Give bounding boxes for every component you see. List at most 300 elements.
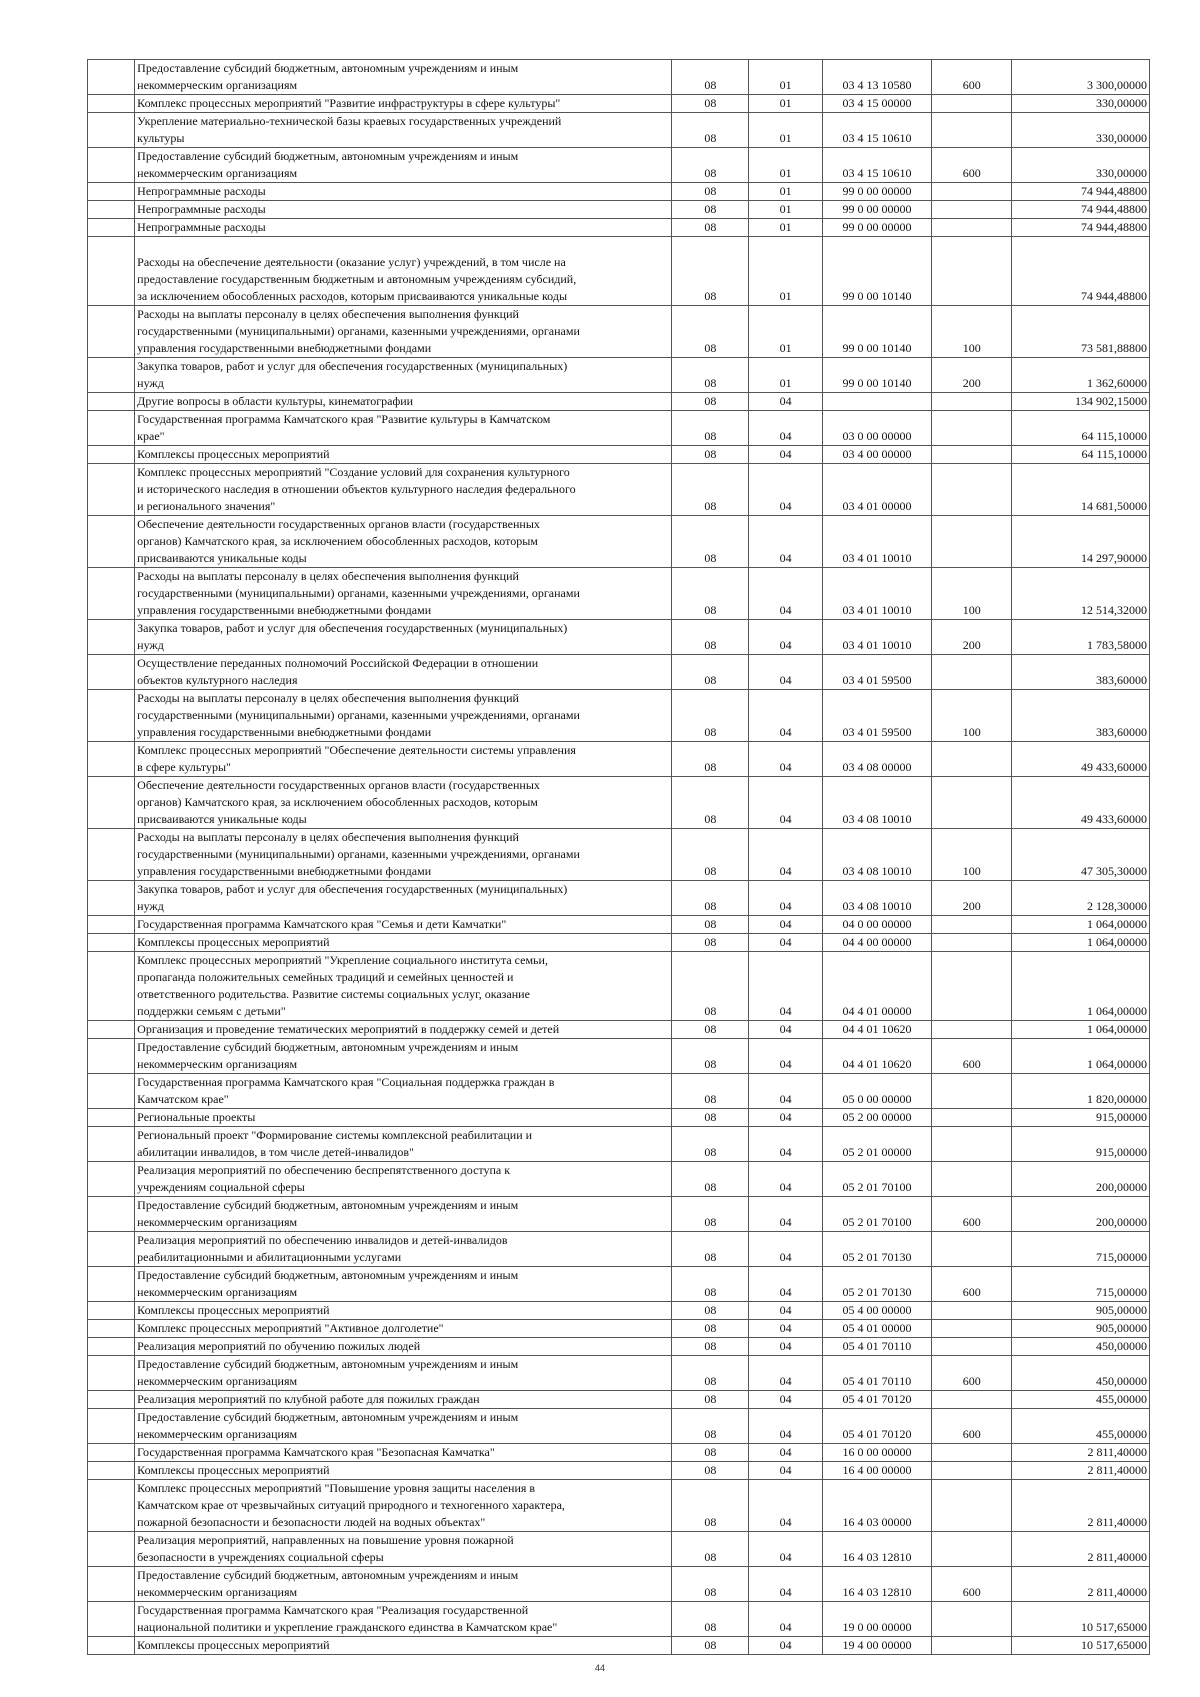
blank-cell	[88, 655, 135, 690]
target-article-cell: 03 4 01 10010	[822, 620, 931, 655]
description-cell	[135, 1338, 672, 1356]
subsection-code-cell: 04	[749, 1338, 822, 1356]
section-code-cell: 08	[672, 1127, 749, 1162]
amount-cell: 1 064,00000	[1012, 934, 1150, 952]
target-article-cell: 05 0 00 00000	[822, 1074, 931, 1109]
table-row	[88, 1637, 1150, 1655]
description-cell	[135, 113, 672, 148]
blank-cell	[88, 237, 135, 306]
table-row	[88, 1197, 1150, 1232]
description-cell	[135, 60, 672, 95]
section-code-cell: 08	[672, 690, 749, 742]
subsection-code-cell: 04	[749, 1232, 822, 1267]
section-code-cell: 08	[672, 1338, 749, 1356]
expense-type-cell	[932, 237, 1012, 306]
expense-type-cell	[932, 655, 1012, 690]
section-code-cell: 08	[672, 568, 749, 620]
description-line: Другие вопросы в области культуры, кинематографии	[137, 394, 414, 408]
subsection-code-cell: 01	[749, 60, 822, 95]
expense-type-cell: 100	[932, 568, 1012, 620]
expense-type-cell: 600	[932, 60, 1012, 95]
description-cell	[135, 393, 672, 411]
subsection-code-cell: 04	[749, 1197, 822, 1232]
target-article-cell: 04 4 01 00000	[822, 952, 931, 1021]
subsection-code-cell: 04	[749, 829, 822, 881]
description-cell	[135, 1162, 672, 1197]
section-code-cell: 08	[672, 1302, 749, 1320]
blank-cell	[88, 952, 135, 1021]
section-code-cell: 08	[672, 1567, 749, 1602]
blank-cell	[88, 1039, 135, 1074]
subsection-code-cell: 04	[749, 881, 822, 916]
description-cell	[135, 620, 672, 655]
table-row	[88, 1162, 1150, 1197]
description-line: в сфере культуры"	[137, 760, 231, 774]
amount-cell: 905,00000	[1012, 1302, 1150, 1320]
description-line: реабилитационными и абилитационными услугами	[137, 1250, 402, 1264]
expense-type-cell	[932, 1637, 1012, 1655]
blank-cell	[88, 1567, 135, 1602]
target-article-cell: 16 4 03 00000	[822, 1480, 931, 1532]
section-code-cell: 08	[672, 916, 749, 934]
description-line: некоммерческим организациям	[137, 1215, 298, 1229]
table-row	[88, 777, 1150, 829]
target-article-cell: 03 4 08 10010	[822, 881, 931, 916]
section-code-cell: 08	[672, 219, 749, 237]
description-line: Комплекс процессных мероприятий "Активное долголетие"	[137, 1321, 444, 1335]
description-line: Осуществление переданных полномочий Российской Федерации в отношении	[137, 656, 539, 670]
section-code-cell: 08	[672, 1320, 749, 1338]
blank-cell	[88, 393, 135, 411]
blank-cell	[88, 1462, 135, 1480]
description-cell	[135, 777, 672, 829]
amount-cell: 455,00000	[1012, 1409, 1150, 1444]
expense-type-cell	[932, 1444, 1012, 1462]
amount-cell: 73 581,88800	[1012, 306, 1150, 358]
table-row	[88, 183, 1150, 201]
description-line: Реализация мероприятий по клубной работе для пожилых граждан	[137, 1392, 480, 1406]
subsection-code-cell: 01	[749, 306, 822, 358]
subsection-code-cell: 04	[749, 446, 822, 464]
subsection-code-cell: 04	[749, 1480, 822, 1532]
description-cell	[135, 1637, 672, 1655]
blank-cell	[88, 1338, 135, 1356]
description-cell	[135, 1444, 672, 1462]
section-code-cell: 08	[672, 777, 749, 829]
amount-cell: 455,00000	[1012, 1391, 1150, 1409]
expense-type-cell: 600	[932, 1409, 1012, 1444]
description-line: Предоставление субсидий бюджетным, автономным учреждениям и иным	[137, 1198, 519, 1212]
expense-type-cell: 200	[932, 620, 1012, 655]
amount-cell: 2 811,40000	[1012, 1444, 1150, 1462]
blank-cell	[88, 1356, 135, 1391]
table-row	[88, 1532, 1150, 1567]
description-line: Предоставление субсидий бюджетным, автономным учреждениям и иным	[137, 1410, 519, 1424]
blank-cell	[88, 113, 135, 148]
blank-cell	[88, 95, 135, 113]
expense-type-cell	[932, 516, 1012, 568]
section-code-cell: 08	[672, 1162, 749, 1197]
blank-cell	[88, 148, 135, 183]
target-article-cell: 03 4 01 10010	[822, 568, 931, 620]
amount-cell: 12 514,32000	[1012, 568, 1150, 620]
expense-type-cell: 600	[932, 1567, 1012, 1602]
description-line: нужд	[137, 899, 164, 913]
section-code-cell: 08	[672, 113, 749, 148]
section-code-cell: 08	[672, 393, 749, 411]
description-cell	[135, 1320, 672, 1338]
blank-cell	[88, 1409, 135, 1444]
description-cell	[135, 916, 672, 934]
blank-cell	[88, 829, 135, 881]
description-cell	[135, 1232, 672, 1267]
table-row	[88, 1444, 1150, 1462]
table-row	[88, 411, 1150, 446]
amount-cell: 1 783,58000	[1012, 620, 1150, 655]
subsection-code-cell: 01	[749, 358, 822, 393]
description-line: крае"	[137, 429, 165, 443]
section-code-cell: 08	[672, 1391, 749, 1409]
subsection-code-cell: 04	[749, 464, 822, 516]
description-line: пожарной безопасности и безопасности людей на водных объектах"	[137, 1515, 486, 1529]
target-article-cell: 05 4 01 70110	[822, 1356, 931, 1391]
subsection-code-cell: 01	[749, 183, 822, 201]
blank-cell	[88, 620, 135, 655]
description-line: Предоставление субсидий бюджетным, автономным учреждениям и иным	[137, 1568, 519, 1582]
blank-cell	[88, 1391, 135, 1409]
description-cell	[135, 1391, 672, 1409]
description-line: Организация и проведение тематических мероприятий в поддержку семей и детей	[137, 1022, 560, 1036]
amount-cell: 450,00000	[1012, 1356, 1150, 1391]
description-line: Государственная программа Камчатского края "Реализация государственной	[137, 1603, 529, 1617]
description-cell	[135, 1532, 672, 1567]
description-cell	[135, 148, 672, 183]
expense-type-cell	[932, 219, 1012, 237]
subsection-code-cell: 04	[749, 1637, 822, 1655]
target-article-cell: 05 4 01 00000	[822, 1320, 931, 1338]
expense-type-cell	[932, 1338, 1012, 1356]
section-code-cell: 08	[672, 1637, 749, 1655]
subsection-code-cell: 04	[749, 1567, 822, 1602]
section-code-cell: 08	[672, 1480, 749, 1532]
description-cell	[135, 358, 672, 393]
section-code-cell: 08	[672, 95, 749, 113]
description-cell	[135, 516, 672, 568]
amount-cell: 330,00000	[1012, 95, 1150, 113]
target-article-cell: 03 4 15 10610	[822, 113, 931, 148]
amount-cell: 2 811,40000	[1012, 1532, 1150, 1567]
blank-cell	[88, 1021, 135, 1039]
amount-cell: 915,00000	[1012, 1109, 1150, 1127]
blank-cell	[88, 60, 135, 95]
expense-type-cell	[932, 95, 1012, 113]
table-row	[88, 1302, 1150, 1320]
subsection-code-cell: 04	[749, 916, 822, 934]
target-article-cell: 05 2 01 70130	[822, 1267, 931, 1302]
expense-type-cell: 600	[932, 1356, 1012, 1391]
section-code-cell: 08	[672, 1462, 749, 1480]
description-cell	[135, 464, 672, 516]
subsection-code-cell: 04	[749, 516, 822, 568]
amount-cell: 3 300,00000	[1012, 60, 1150, 95]
description-line: и регионального значения"	[137, 499, 276, 513]
description-line: Комплекс процессных мероприятий "Развитие инфраструктуры в сфере культуры"	[137, 96, 561, 110]
table-row	[88, 620, 1150, 655]
target-article-cell	[822, 393, 931, 411]
target-article-cell: 16 4 03 12810	[822, 1567, 931, 1602]
subsection-code-cell: 04	[749, 1391, 822, 1409]
target-article-cell: 05 4 01 70120	[822, 1391, 931, 1409]
description-line: Государственная программа Камчатского края "Развитие культуры в Камчатском	[137, 412, 551, 426]
table-row	[88, 358, 1150, 393]
subsection-code-cell: 04	[749, 1320, 822, 1338]
expense-type-cell: 200	[932, 358, 1012, 393]
section-code-cell: 08	[672, 829, 749, 881]
target-article-cell: 03 4 01 00000	[822, 464, 931, 516]
description-line: Комплекс процессных мероприятий "Повышение уровня защиты населения в	[137, 1481, 536, 1495]
section-code-cell: 08	[672, 183, 749, 201]
expense-type-cell	[932, 1162, 1012, 1197]
section-code-cell: 08	[672, 1197, 749, 1232]
description-line: государственными (муниципальными) органами, казенными учреждениями, органами	[137, 847, 580, 861]
description-line: государственными (муниципальными) органами, казенными учреждениями, органами	[137, 586, 580, 600]
blank-cell	[88, 1320, 135, 1338]
subsection-code-cell: 01	[749, 113, 822, 148]
subsection-code-cell: 04	[749, 393, 822, 411]
target-article-cell: 03 4 15 10610	[822, 148, 931, 183]
blank-cell	[88, 219, 135, 237]
blank-cell	[88, 358, 135, 393]
amount-cell: 1 064,00000	[1012, 916, 1150, 934]
table-row	[88, 934, 1150, 952]
target-article-cell: 05 4 01 70120	[822, 1409, 931, 1444]
blank-cell	[88, 201, 135, 219]
table-row	[88, 1462, 1150, 1480]
expense-type-cell	[932, 1232, 1012, 1267]
description-cell	[135, 1074, 672, 1109]
description-line: абилитации инвалидов, в том числе детей-инвалидов"	[137, 1145, 414, 1159]
expense-type-cell	[932, 1074, 1012, 1109]
amount-cell: 74 944,48800	[1012, 201, 1150, 219]
description-line: Расходы на выплаты персоналу в целях обеспечения выполнения функций	[137, 691, 519, 705]
description-cell	[135, 237, 672, 306]
table-row	[88, 201, 1150, 219]
expense-type-cell: 100	[932, 829, 1012, 881]
description-line: Комплексы процессных мероприятий	[137, 1638, 330, 1652]
blank-cell	[88, 411, 135, 446]
description-cell	[135, 881, 672, 916]
section-code-cell: 08	[672, 742, 749, 777]
subsection-code-cell: 04	[749, 1109, 822, 1127]
description-line: предоставление государственным бюджетным и автономным учреждениям субсидий,	[137, 272, 577, 286]
blank-cell	[88, 1532, 135, 1567]
amount-cell: 200,00000	[1012, 1197, 1150, 1232]
table-row	[88, 1567, 1150, 1602]
amount-cell: 383,60000	[1012, 655, 1150, 690]
budget-table	[87, 59, 1150, 1655]
description-line: Реализация мероприятий, направленных на повышение уровня пожарной	[137, 1533, 514, 1547]
expense-type-cell	[932, 742, 1012, 777]
target-article-cell: 04 0 00 00000	[822, 916, 931, 934]
blank-cell	[88, 1637, 135, 1655]
section-code-cell: 08	[672, 1532, 749, 1567]
amount-cell: 2 811,40000	[1012, 1480, 1150, 1532]
description-line: Расходы на выплаты персоналу в целях обеспечения выполнения функций	[137, 830, 519, 844]
description-cell	[135, 1462, 672, 1480]
blank-cell	[88, 1232, 135, 1267]
description-line: государственными (муниципальными) органами, казенными учреждениями, органами	[137, 708, 580, 722]
blank-cell	[88, 1480, 135, 1532]
description-line: культуры	[137, 131, 185, 145]
description-cell	[135, 934, 672, 952]
description-line: некоммерческим организациям	[137, 166, 298, 180]
target-article-cell: 99 0 00 00000	[822, 219, 931, 237]
description-cell	[135, 655, 672, 690]
description-line: управления государственными внебюджетными фондами	[137, 725, 432, 739]
section-code-cell: 08	[672, 1444, 749, 1462]
blank-cell	[88, 916, 135, 934]
description-line: поддержки семьям с детьми"	[137, 1004, 286, 1018]
section-code-cell: 08	[672, 1409, 749, 1444]
amount-cell: 905,00000	[1012, 1320, 1150, 1338]
target-article-cell: 03 4 00 00000	[822, 446, 931, 464]
blank-cell	[88, 1197, 135, 1232]
amount-cell: 74 944,48800	[1012, 237, 1150, 306]
blank-cell	[88, 1162, 135, 1197]
section-code-cell: 08	[672, 148, 749, 183]
target-article-cell: 03 4 01 59500	[822, 655, 931, 690]
table-row	[88, 1127, 1150, 1162]
blank-cell	[88, 306, 135, 358]
description-line: Расходы на обеспечение деятельности (оказание услуг) учреждений, в том числе на	[137, 255, 566, 269]
description-line: Реализация мероприятий по обучению пожилых людей	[137, 1339, 421, 1353]
table-row	[88, 690, 1150, 742]
expense-type-cell	[932, 1320, 1012, 1338]
budget-table-body	[88, 60, 1150, 1655]
description-line: Закупка товаров, работ и услуг для обеспечения государственных (муниципальных)	[137, 359, 568, 373]
section-code-cell: 08	[672, 1602, 749, 1637]
subsection-code-cell: 04	[749, 742, 822, 777]
target-article-cell: 03 4 01 10010	[822, 516, 931, 568]
description-line: безопасности в учреждениях социальной сферы	[137, 1550, 384, 1564]
expense-type-cell: 600	[932, 1197, 1012, 1232]
table-row	[88, 219, 1150, 237]
amount-cell: 1 064,00000	[1012, 952, 1150, 1021]
description-cell	[135, 1302, 672, 1320]
description-line: Реализация мероприятий по обеспечению беспрепятственного доступа к	[137, 1163, 511, 1177]
description-line: Камчатском крае"	[137, 1092, 229, 1106]
expense-type-cell: 600	[932, 1267, 1012, 1302]
description-cell	[135, 568, 672, 620]
amount-cell: 330,00000	[1012, 113, 1150, 148]
section-code-cell: 08	[672, 516, 749, 568]
description-cell	[135, 219, 672, 237]
blank-cell	[88, 464, 135, 516]
amount-cell: 1 362,60000	[1012, 358, 1150, 393]
subsection-code-cell: 04	[749, 568, 822, 620]
table-row	[88, 742, 1150, 777]
target-article-cell: 05 2 01 70100	[822, 1197, 931, 1232]
section-code-cell: 08	[672, 237, 749, 306]
table-row	[88, 95, 1150, 113]
expense-type-cell: 600	[932, 148, 1012, 183]
section-code-cell: 08	[672, 655, 749, 690]
section-code-cell: 08	[672, 1021, 749, 1039]
description-line: Государственная программа Камчатского края "Безопасная Камчатка"	[137, 1445, 495, 1459]
table-row	[88, 306, 1150, 358]
description-line: некоммерческим организациям	[137, 1374, 298, 1388]
description-line: и исторического наследия в отношении объектов культурного наследия федерального	[137, 482, 576, 496]
target-article-cell: 05 4 00 00000	[822, 1302, 931, 1320]
section-code-cell: 08	[672, 358, 749, 393]
expense-type-cell: 200	[932, 881, 1012, 916]
description-line: Государственная программа Камчатского края "Семья и дети Камчатки"	[137, 917, 507, 931]
blank-cell	[88, 1302, 135, 1320]
amount-cell: 1 064,00000	[1012, 1021, 1150, 1039]
description-line: некоммерческим организациям	[137, 78, 298, 92]
blank-cell	[88, 446, 135, 464]
blank-cell	[88, 516, 135, 568]
table-row	[88, 655, 1150, 690]
target-article-cell: 16 4 03 12810	[822, 1532, 931, 1567]
description-cell	[135, 952, 672, 1021]
expense-type-cell	[932, 1302, 1012, 1320]
description-line: Расходы на выплаты персоналу в целях обеспечения выполнения функций	[137, 307, 519, 321]
table-row	[88, 1109, 1150, 1127]
target-article-cell: 05 2 01 70100	[822, 1162, 931, 1197]
blank-cell	[88, 1602, 135, 1637]
description-cell	[135, 95, 672, 113]
amount-cell: 1 820,00000	[1012, 1074, 1150, 1109]
table-row	[88, 148, 1150, 183]
target-article-cell: 05 2 01 00000	[822, 1127, 931, 1162]
subsection-code-cell: 04	[749, 411, 822, 446]
blank-cell	[88, 568, 135, 620]
amount-cell: 134 902,15000	[1012, 393, 1150, 411]
description-line: Предоставление субсидий бюджетным, автономным учреждениям и иным	[137, 1040, 519, 1054]
description-line: Региональные проекты	[137, 1110, 256, 1124]
description-line: государственными (муниципальными) органами, казенными учреждениями, органами	[137, 324, 580, 338]
description-line: Укрепление материально-технической базы краевых государственных учреждений	[137, 114, 562, 128]
table-row	[88, 1356, 1150, 1391]
description-line: учреждениям социальной сферы	[137, 1180, 305, 1194]
table-row	[88, 568, 1150, 620]
description-line: Предоставление субсидий бюджетным, автономным учреждениям и иным	[137, 149, 519, 163]
subsection-code-cell: 04	[749, 1462, 822, 1480]
table-row	[88, 1480, 1150, 1532]
table-row	[88, 1232, 1150, 1267]
target-article-cell: 03 4 08 00000	[822, 742, 931, 777]
expense-type-cell	[932, 446, 1012, 464]
description-line: Предоставление субсидий бюджетным, автономным учреждениям и иным	[137, 1268, 519, 1282]
amount-cell: 49 433,60000	[1012, 777, 1150, 829]
amount-cell: 74 944,48800	[1012, 219, 1150, 237]
description-line: некоммерческим организациям	[137, 1585, 298, 1599]
expense-type-cell	[932, 1602, 1012, 1637]
amount-cell: 10 517,65000	[1012, 1602, 1150, 1637]
description-line: нужд	[137, 638, 164, 652]
section-code-cell: 08	[672, 881, 749, 916]
expense-type-cell	[932, 201, 1012, 219]
blank-cell	[88, 183, 135, 201]
target-article-cell: 03 4 13 10580	[822, 60, 931, 95]
blank-cell	[88, 1074, 135, 1109]
description-line: нужд	[137, 376, 164, 390]
subsection-code-cell: 04	[749, 690, 822, 742]
section-code-cell: 08	[672, 1074, 749, 1109]
subsection-code-cell: 04	[749, 1039, 822, 1074]
subsection-code-cell: 01	[749, 201, 822, 219]
